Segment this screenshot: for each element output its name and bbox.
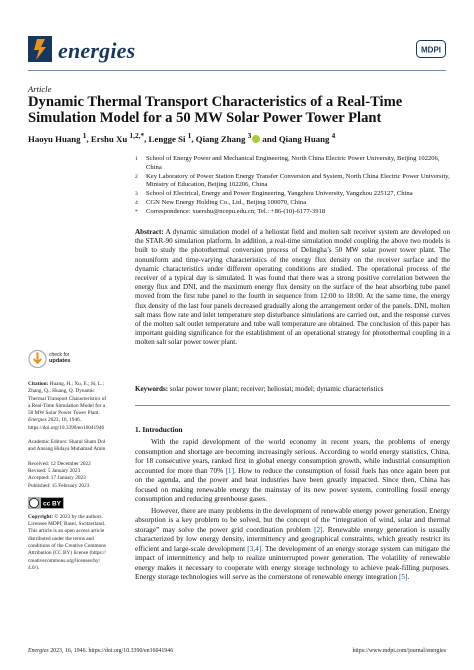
citation-block	[28, 381, 108, 432]
paragraph-text: .	[407, 572, 410, 581]
received-date: Received: 12 December 2022	[28, 460, 91, 467]
affiliation-mark: 1	[135, 156, 138, 162]
paragraph	[135, 437, 450, 504]
footer-journal: Energies	[28, 648, 49, 654]
correspondence-text: Correspondence: xuershu@ncepu.edu.cn; Tel.: +86-(10)-6177-3918	[146, 207, 326, 215]
affiliation-text: CGN New Energy Holding Co., Ltd., Beijing 100070, China	[146, 198, 307, 206]
energies-logo-icon	[28, 34, 54, 64]
license-badge-text: cc BY	[42, 500, 62, 508]
affiliation	[135, 155, 450, 173]
check-updates-icon	[28, 349, 47, 369]
paragraph-text: With the rapid development of the world economy in recent years, the problems of energy consumption and shortage are becoming increasingly serious. According to world energy statistics, China, for 18 consecutive years, ranked first in global energy consumption growth, while industrial consumption accounted for more than 70%	[135, 437, 450, 475]
cc-by-license-icon[interactable]	[28, 497, 64, 509]
citation-journal: Energies	[28, 417, 47, 424]
affiliation-mark: *	[135, 208, 138, 215]
affiliation-text: School of Energy Power and Mechanical Engineering, North China Electric Power University, Beijing 102206, China	[146, 155, 440, 171]
author-name: Qiang Zhang	[195, 133, 246, 144]
keywords-text: solar power tower plant; receiver; heliostat; model; dynamic characteristics	[169, 385, 384, 393]
paragraph-text: . The development of an energy storage system can mitigate the impact of intermittency and help to realize uninterrupted power generation. The volatility of renewable energy makes it necessary to cooperate with energy storage technology to achieve peak-filling purposes. Energy storage technologies will serve as the cornerstone of renewable energy integration	[135, 543, 450, 581]
reference-link[interactable]: [3,4]	[247, 543, 262, 553]
abstract-rule	[135, 405, 450, 406]
mdpi-logo	[416, 40, 446, 58]
copyright-label: Copyright:	[28, 513, 54, 520]
citation-doi[interactable]: 2023, 16, 1946. https://doi.org/10.3390/en16041946	[28, 417, 105, 431]
check-for-updates-button[interactable]	[28, 349, 80, 371]
author-affiliation-mark: 3	[247, 131, 252, 140]
published-date: Published: 15 February 2023	[28, 482, 90, 489]
affiliation-mark: 4	[135, 199, 138, 206]
article-type: Article	[28, 84, 52, 94]
affiliations	[135, 155, 450, 217]
author-list: Haoyu Huang $^1$, Ershu Xu $^{1,2,*}$, Lengge Si $^1$, Qiang Zhang $^3$ and Qiang Huang $^4$	[28, 131, 336, 144]
footer-citation	[28, 648, 173, 654]
abstract	[135, 228, 450, 348]
author-affiliation-mark: 1,2,*	[129, 131, 145, 140]
abstract-text: A dynamic simulation model of a heliostat field and molten salt receiver system are developed on the STAR-90 simulation platform. In addition, a real-time simulation model coupling the above two models is built to study the photothermal conversion process of Delingha’s 50 MW solar power tower plant. The nonuniform and time-varying characteristics of the energy flux density on the receiver surface and the dynamic characteristics under different operating conditions are studied. The operational process of the receiver of a typical day is simulated. It was found that there was a strong positive correlation between the energy flux and DNI, and the maximum energy flux density on the surface of the heat absorbing tube panel moved from the first tube panel to the fourth in sequence from 12:00 to 18:00. At the same time, the energy flux density of the last four panels decreased gradually along the arrangement order of the panels. DNI, molten salt mass flow rate and inlet temperature step disturbance simulations are carried out, and the response curves of the molten salt outlet temperature and tube wall temperature are obtained. The conclusion of this paper has important guiding significance for the establishment of an operational strategy for photothermal coupling in a molten salt solar power tower plant.	[135, 228, 450, 347]
header-rule	[28, 70, 446, 71]
affiliation	[135, 173, 450, 191]
correspondence	[135, 208, 450, 217]
reference-link[interactable]: [1]	[225, 465, 234, 475]
history-dates	[28, 461, 108, 490]
section-heading: 1. Introduction	[135, 425, 183, 434]
reference-link[interactable]: [2]	[314, 524, 323, 534]
affiliation-mark: 3	[135, 191, 138, 198]
check-updates-label: check for	[49, 352, 70, 358]
copyright-block	[28, 514, 108, 572]
paragraph	[135, 506, 450, 582]
author-affiliation-mark: 1	[187, 131, 192, 140]
affiliation-text: School of Electrical, Energy and Power Engineering, Yangzhou University, Yangzhou 225127, China	[146, 190, 413, 198]
author-name: Haoyu Huang	[28, 133, 81, 144]
academic-editors: Academic Editors: Sharul Sham Dol and Ansang Hidaya Muhamad Amin	[28, 439, 106, 453]
journal-header	[28, 34, 446, 68]
author-affiliation-mark: 4	[331, 131, 336, 140]
author-name: Ershu Xu	[90, 133, 128, 144]
revised-date: Revised: 5 January 2023	[28, 467, 81, 474]
footer-doi[interactable]: 2023, 16, 1946. https://doi.org/10.3390/en16041946	[48, 648, 174, 654]
citation-text: Huang, H.; Xu, E.; Si, L.; Zhang, Q.; Huang, Q. Dynamic Thermal Transport Characteristics of a Real-Time Simulation Model for a 50 MW Solar Power Tower Plant.	[28, 381, 107, 417]
footer-journal-link[interactable]: https://www.mdpi.com/journal/energies	[352, 648, 446, 654]
mdpi-logo-text: MDPI	[421, 45, 441, 55]
affiliation	[135, 190, 450, 199]
author-affiliation-mark: 1	[82, 131, 87, 140]
orcid-icon[interactable]	[252, 135, 260, 143]
journal-name: energies	[58, 38, 136, 63]
accepted-date: Accepted: 17 January 2023	[28, 475, 86, 482]
affiliation-mark: 2	[135, 173, 138, 180]
article-title: Dynamic Thermal Transport Characteristics of a Real-Time Simulation Model for a 50 MW Solar Power Tower Plant	[28, 94, 403, 126]
abstract-label: Abstract:	[135, 228, 164, 236]
author-name: Lengge Si	[148, 133, 186, 144]
affiliation	[135, 199, 450, 208]
paragraph-text: . How to reduce the consumption of fossil fuels has once again been put on the agenda, and the power and heat industries have been greatly impacted. Since then, China has focused on making renewable energy the mainstay of its new power system, controlling fossil energy consumption and reducing greenhouse gases.	[135, 465, 451, 503]
citation-label: Citation:	[28, 381, 49, 387]
check-updates-label-bold: updates	[49, 358, 71, 364]
paragraph-text: However, there are many problems in the development of renewable energy power generation. Energy absorption is a key problem to be solved, but the concept of the “integration of wind, solar and thermal storage” may solve the power grid coordination problem	[135, 505, 450, 534]
section-body	[135, 437, 450, 584]
keywords-label: Keywords:	[135, 385, 169, 393]
article-sidebar	[28, 381, 108, 579]
paragraph-text: . Renewable energy generation is usually characterized by low energy density, intermittency and geographical constraints, which greatly restrict its efficient and large-scale development	[135, 524, 450, 553]
author-name: Qiang Huang	[278, 133, 330, 144]
reference-link[interactable]: [5]	[398, 572, 408, 581]
keywords	[135, 385, 450, 394]
copyright-text: © 2023 by the authors. Licensee MDPI, Basel, Switzerland. This article is an open access article distributed under the terms and conditions of the Creative Commons Attribution (CC BY) license (https:// creativecommons.org/licenses/by/ 4.0/).	[28, 513, 106, 571]
affiliation-text: Key Laboratory of Power Station Energy Transfer Conversion and System, North China Electric Power University, Ministry of Education, Beijing 102206, China	[146, 172, 450, 189]
